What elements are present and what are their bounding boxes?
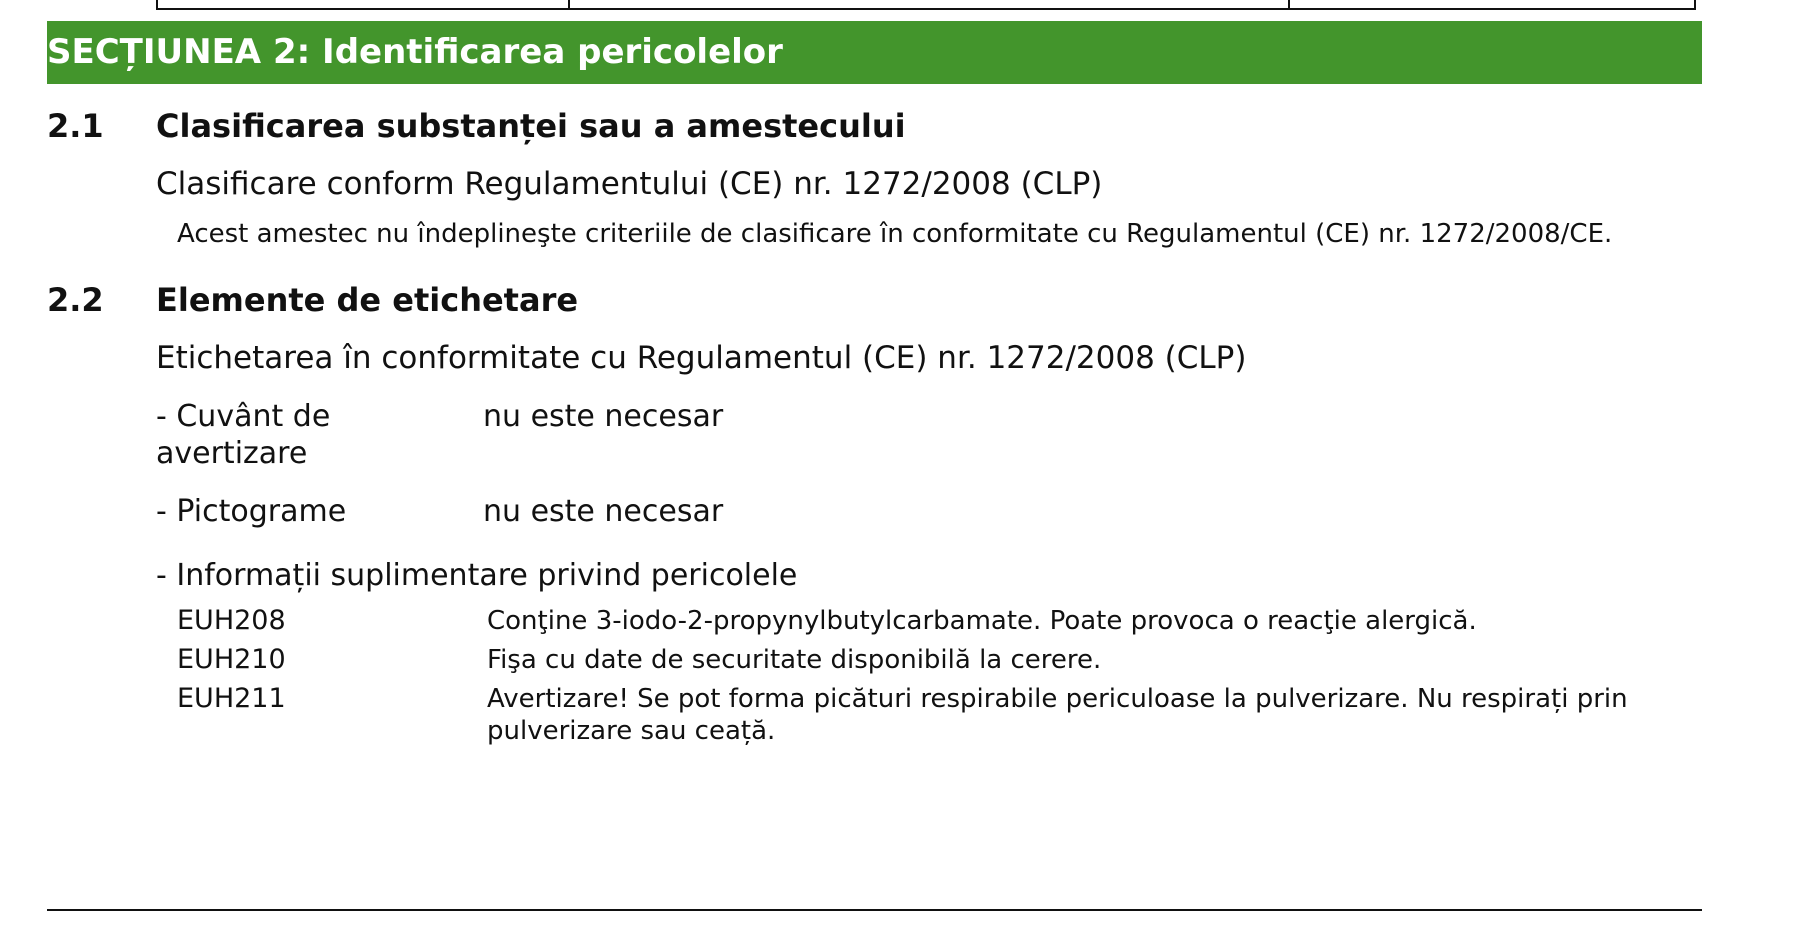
- signal-word-value: nu este necesar: [483, 399, 724, 434]
- signal-word-label: - Cuvânt de avertizare: [156, 399, 331, 471]
- additional-hazard-label: - Informații suplimentare privind pericolele: [156, 558, 798, 593]
- hazard-statement: Avertizare! Se pot forma picături respirabile periculoase la pulverizare. Nu respirați prin pulverizare sau ceață.: [487, 684, 1628, 746]
- pictogram-label: - Pictograme: [156, 494, 347, 529]
- hazard-statement: Fişa cu date de securitate disponibilă la cerere.: [487, 645, 1102, 675]
- subsection-title-2-1: Clasificarea substanței sau a amestecului: [156, 107, 906, 145]
- subsection-number-2-1: 2.1: [47, 107, 104, 145]
- pictogram-value: nu este necesar: [483, 494, 724, 529]
- hazard-code: EUH211: [177, 683, 286, 714]
- classification-subheading: Clasificare conform Regulamentului (CE) nr. 1272/2008 (CLP): [156, 166, 1103, 202]
- table-cell-divider: [1288, 0, 1290, 8]
- hazard-code: EUH208: [177, 605, 286, 636]
- section-header-band: [47, 21, 1702, 84]
- hazard-code: EUH210: [177, 644, 286, 675]
- footer-divider: [47, 909, 1702, 911]
- section-title: SECȚIUNEA 2: Identificarea pericolelor: [47, 32, 783, 72]
- table-cell-divider: [568, 0, 570, 8]
- table-fragment: [156, 0, 1696, 10]
- labelling-subheading: Etichetarea în conformitate cu Regulamentul (CE) nr. 1272/2008 (CLP): [156, 340, 1247, 376]
- hazard-statement: Conţine 3-iodo-2-propynylbutylcarbamate. Poate provoca o reacţie alergică.: [487, 606, 1477, 636]
- classification-text: Acest amestec nu îndeplineşte criteriile de clasificare în conformitate cu Regulamentul (CE) nr. 1272/2008/CE.: [177, 219, 1613, 249]
- subsection-title-2-2: Elemente de etichetare: [156, 281, 579, 319]
- subsection-number-2-2: 2.2: [47, 281, 104, 319]
